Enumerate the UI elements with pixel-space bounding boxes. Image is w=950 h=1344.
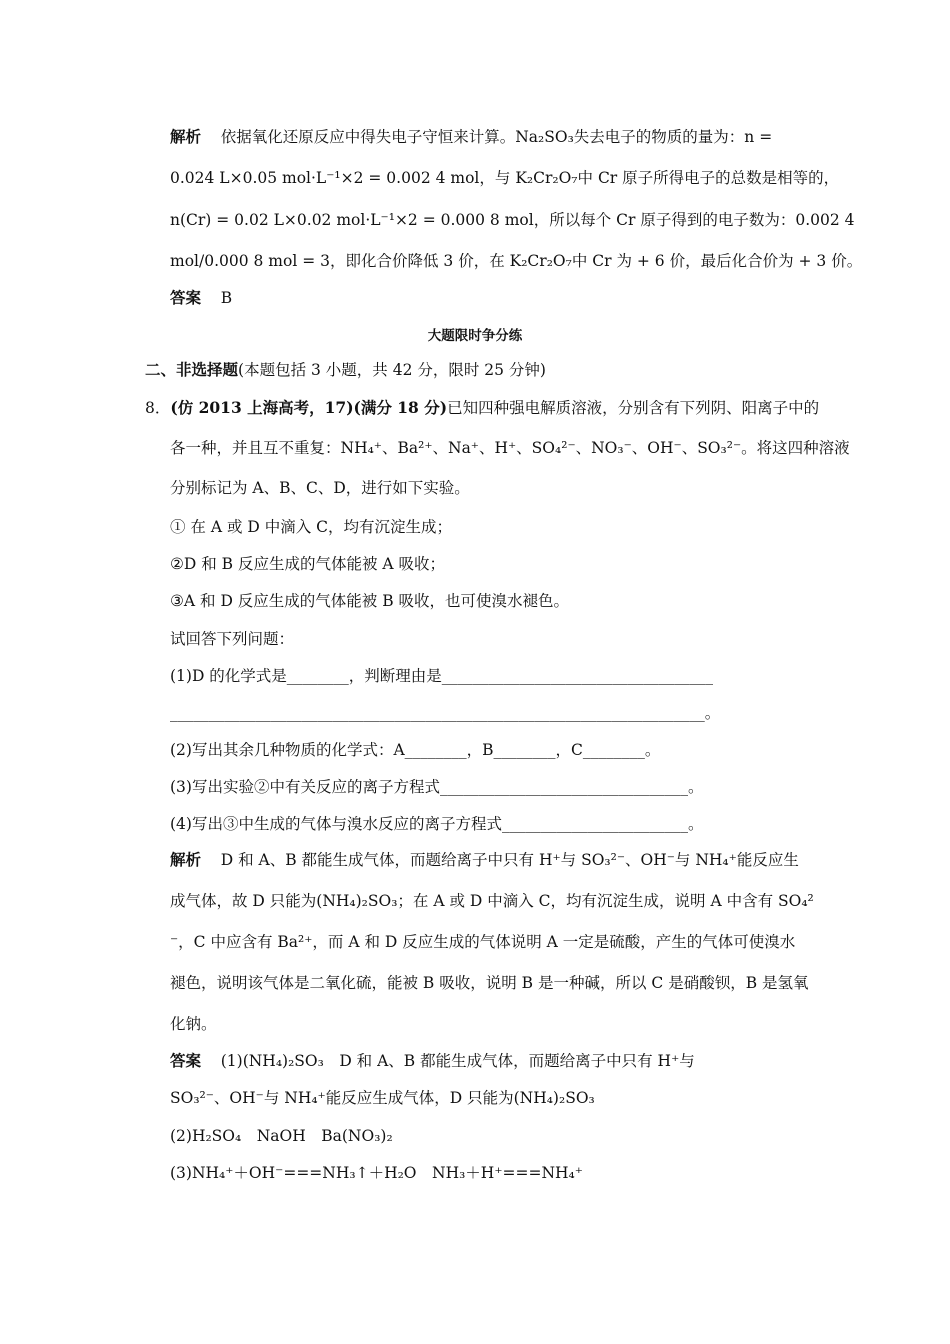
section-title: 大题限时争分练	[427, 328, 523, 344]
q8-sub4: (4)写出③中生成的气体与溴水反应的离子方程式________________________。	[170, 815, 704, 833]
q8-line1	[145, 398, 819, 418]
answer2-line1	[170, 1051, 695, 1071]
q8-sub3: (3)写出实验②中有关反应的离子方程式________________________________。	[170, 778, 704, 796]
q8-sub2: (2)写出其余几种物质的化学式：A________，B________，C________。	[170, 741, 661, 759]
answer1-label: 答案	[170, 288, 202, 307]
answer2-label: 答案	[170, 1051, 202, 1070]
q8-line3: 分别标记为 A、B、C、D，进行如下实验。	[170, 479, 470, 497]
analysis1-line4: mol/0.000 8 mol = 3，即化合价降低 3 价，在 K₂Cr₂O₇中 Cr 为 + 6 价，最后化合价为 + 3 价。	[170, 252, 863, 270]
q8-number: 8．	[145, 399, 171, 417]
analysis2-text1: D 和 A、B 都能生成气体，而题给离子中只有 H⁺与 SO₃²⁻、OH⁻与 NH₄⁺能反应生	[220, 851, 799, 869]
q8-line1-rest: 已知四种强电解质溶液，分别含有下列阴、阳离子中的	[447, 399, 820, 417]
part2-heading	[145, 360, 546, 380]
analysis2-line2: 成气体，故 D 只能为(NH₄)₂SO₃；在 A 或 D 中滴入 C，均有沉淀生成，说明 A 中含有 SO₄²	[170, 892, 814, 910]
analysis2-label: 解析	[170, 850, 202, 869]
q8-exp3: ③A 和 D 反应生成的气体能被 B 吸收，也可使溴水褪色。	[170, 592, 570, 610]
answer2-text1: (1)(NH₄)₂SO₃ D 和 A、B 都能生成气体，而题给离子中只有 H⁺与	[220, 1052, 695, 1070]
q8-exp1: ① 在 A 或 D 中滴入 C，均有沉淀生成；	[170, 518, 453, 536]
analysis2-line3: ⁻，C 中应含有 Ba²⁺，而 A 和 D 反应生成的气体说明 A 一定是硫酸，产生的气体可使溴水	[170, 933, 796, 951]
q8-source: (仿 2013 上海高考，17)(满分 18 分)	[170, 398, 448, 417]
q8-prompt: 试回答下列问题：	[170, 630, 295, 648]
q8-sub1b: _____________________________________________________________________。	[170, 704, 721, 722]
answer2-line2: SO₃²⁻、OH⁻与 NH₄⁺能反应生成气体，D 只能为(NH₄)₂SO₃	[170, 1089, 595, 1107]
analysis2-line5: 化钠。	[170, 1015, 217, 1033]
answer2-line3: (2)H₂SO₄ NaOH Ba(NO₃)₂	[170, 1127, 393, 1145]
part2-heading-text: 二、非选择题	[145, 360, 239, 379]
q8-line2: 各一种，并且互不重复：NH₄⁺、Ba²⁺、Na⁺、H⁺、SO₄²⁻、NO₃⁻、OH⁻、SO₃²⁻。将这四种溶液	[170, 439, 850, 457]
answer1-value: B	[220, 289, 233, 307]
analysis1-label: 解析	[170, 127, 202, 146]
q8-exp2: ②D 和 B 反应生成的气体能被 A 吸收；	[170, 555, 446, 573]
part2-note: (本题包括 3 小题，共 42 分，限时 25 分钟)	[238, 361, 546, 379]
answer2-line4: (3)NH₄⁺＋OH⁻===NH₃↑＋H₂O NH₃＋H⁺===NH₄⁺	[170, 1164, 583, 1182]
analysis1-text1: 依据氧化还原反应中得失电子守恒来计算。Na₂SO₃失去电子的物质的量为：n =	[220, 128, 773, 146]
q8-sub1a: (1)D 的化学式是________，判断理由是___________________________________	[170, 667, 714, 685]
analysis1-line2: 0.024 L×0.05 mol·L⁻¹×2 = 0.002 4 mol，与 K₂Cr₂O₇中 Cr 原子所得电子的总数是相等的，	[170, 169, 840, 187]
analysis1-line3: n(Cr) = 0.02 L×0.02 mol·L⁻¹×2 = 0.000 8 mol，所以每个 Cr 原子得到的电子数为：0.002 4	[170, 211, 855, 229]
analysis2-line4: 褪色，说明该气体是二氧化硫，能被 B 吸收，说明 B 是一种碱，所以 C 是硝酸钡，B 是氢氧	[170, 974, 809, 992]
analysis1-line1	[170, 127, 772, 147]
analysis2-line1	[170, 850, 799, 870]
answer1	[170, 288, 232, 308]
